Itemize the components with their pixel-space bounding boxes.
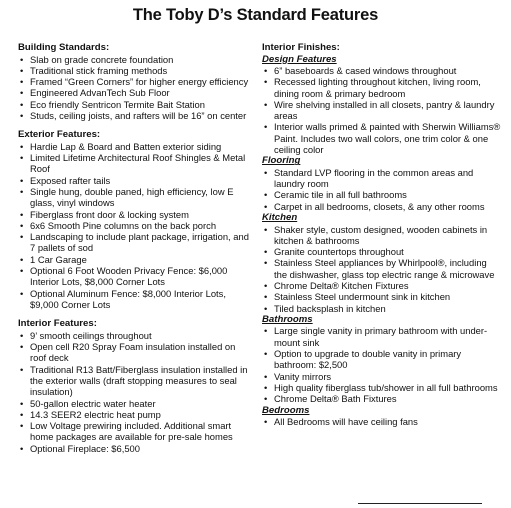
list-item: • 6x6 Smooth Pine columns on the back porch: [18, 220, 254, 231]
list-item: • Shaker style, custom designed, wooden cabinets in kitchen & bathrooms: [262, 224, 502, 247]
list-item: • All Bedrooms will have ceiling fans: [262, 416, 502, 427]
list-item: • Chrome Delta® Kitchen Fixtures: [262, 280, 502, 291]
list-item: • Limited Lifetime Architectural Roof Shingles & Metal Roof: [18, 152, 254, 175]
list-item: • Hardie Lap & Board and Batten exterior siding: [18, 141, 254, 152]
feature-list: [262, 65, 502, 155]
subsection-heading-design: Design Features: [262, 53, 337, 65]
feature-list: [18, 330, 254, 454]
feature-list: [262, 167, 502, 212]
list-item: • Traditional stick framing methods: [18, 65, 254, 76]
list-item: • Interior walls primed & painted with Sherwin Williams® Paint. Includes two wall colors, one trim color & one ceiling color: [262, 121, 502, 155]
list-item: • Exposed rafter tails: [18, 175, 254, 186]
footer-divider: [358, 503, 482, 504]
list-item: • Slab on grade concrete foundation: [18, 54, 254, 65]
list-item: • 1 Car Garage: [18, 254, 254, 265]
list-item: • High quality fiberglass tub/shower in all full bathrooms: [262, 382, 502, 393]
feature-list: [18, 54, 254, 122]
subsection-heading-bathrooms: Bathrooms: [262, 313, 313, 325]
section-heading: Interior Features:: [18, 318, 97, 330]
list-item: • Studs, ceiling joists, and rafters will be 16” on center: [18, 110, 254, 121]
feature-list: [262, 416, 502, 427]
list-item: • Option to upgrade to double vanity in primary bathroom: $2,500: [262, 348, 502, 371]
list-item: • Tiled backsplash in kitchen: [262, 303, 502, 314]
list-item: • 14.3 SEER2 electric heat pump: [18, 409, 254, 420]
list-item: • Landscaping to include plant package, irrigation, and 7 pallets of sod: [18, 231, 254, 254]
exterior-features-section: [18, 129, 254, 310]
feature-list: [262, 224, 502, 314]
list-item: • Large single vanity in primary bathroom with under-mount sink: [262, 325, 502, 348]
feature-list: [18, 141, 254, 310]
list-item: • Ceramic tile in all full bathrooms: [262, 189, 502, 200]
list-item: • Single hung, double paned, high efficiency, low E glass, vinyl windows: [18, 186, 254, 209]
list-item: • 6” baseboards & cased windows throughout: [262, 65, 502, 76]
list-item: • Fiberglass front door & locking system: [18, 209, 254, 220]
page-title: The Toby D’s Standard Features: [132, 6, 379, 24]
building-standards-section: [18, 42, 254, 121]
left-column: [18, 42, 254, 462]
list-item: • Open cell R20 Spray Foam insulation installed on roof deck: [18, 341, 254, 364]
feature-list: [262, 325, 502, 404]
list-item: • Low Voltage prewiring included. Additional smart home packages are available for pre-sale homes: [18, 420, 254, 443]
list-item: • Vanity mirrors: [262, 371, 502, 382]
list-item: • Chrome Delta® Bath Fixtures: [262, 393, 502, 404]
list-item: • Stainless Steel undermount sink in kitchen: [262, 291, 502, 302]
list-item: • Carpet in all bedrooms, closets, & any other rooms: [262, 201, 502, 212]
list-item: • 9’ smooth ceilings throughout: [18, 330, 254, 341]
subsection-heading-bedrooms: Bedrooms: [262, 404, 310, 416]
list-item: • Wire shelving installed in all closets, pantry & laundry areas: [262, 99, 502, 122]
list-item: • Optional Fireplace: $6,500: [18, 443, 254, 454]
list-item: • Engineered AdvanTech Sub Floor: [18, 87, 254, 98]
list-item: • Recessed lighting throughout kitchen, living room, dining room & primary bedroom: [262, 76, 502, 99]
list-item: • Framed “Green Corners” for higher energy efficiency: [18, 76, 254, 87]
list-item: • 50-gallon electric water heater: [18, 398, 254, 409]
interior-features-section: [18, 318, 254, 454]
list-item: • Stainless Steel appliances by Whirlpool®, including the dishwasher, glass top electric range & microwave: [262, 257, 502, 280]
section-heading: Interior Finishes:: [262, 42, 340, 53]
list-item: • Standard LVP flooring in the common areas and laundry room: [262, 167, 502, 190]
list-item: • Granite countertops throughout: [262, 246, 502, 257]
section-heading: Building Standards:: [18, 42, 110, 53]
list-item: • Optional 6 Foot Wooden Privacy Fence: $6,000 Interior Lots, $8,000 Corner Lots: [18, 265, 254, 288]
list-item: • Optional Aluminum Fence: $8,000 Interior Lots, $9,000 Corner Lots: [18, 288, 254, 311]
subsection-heading-flooring: Flooring: [262, 155, 301, 167]
section-heading: Exterior Features:: [18, 129, 101, 141]
right-column: [262, 42, 502, 427]
list-item: • Eco friendly Sentricon Termite Bait Station: [18, 99, 254, 110]
list-item: • Traditional R13 Batt/Fiberglass insulation installed in the exterior walls (draft stopping measures to seal insulation): [18, 364, 254, 398]
subsection-heading-kitchen: Kitchen: [262, 212, 298, 224]
